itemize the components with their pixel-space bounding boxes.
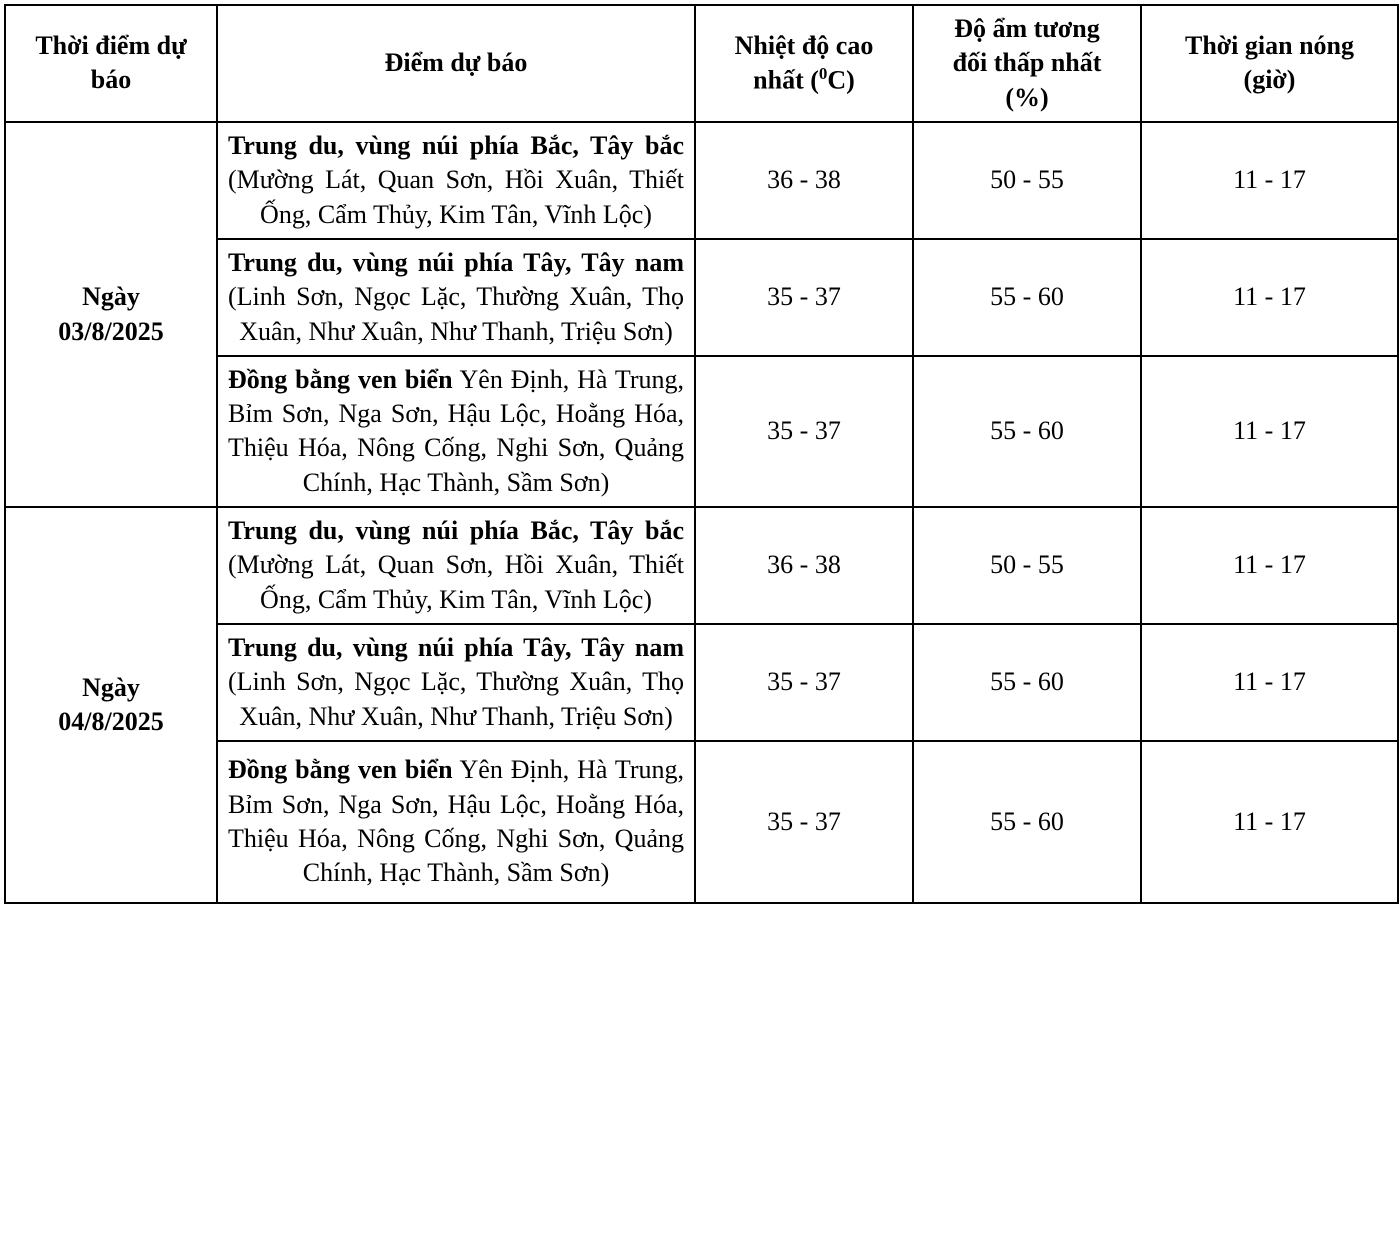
temperature-cell: 35 - 37: [695, 624, 913, 741]
date-cell-day2: [5, 507, 217, 903]
date-line2: 04/8/2025: [58, 707, 164, 736]
hours-cell: 11 - 17: [1141, 507, 1398, 624]
place-detail: (Linh Sơn, Ngọc Lặc, Thường Xuân, Thọ Xuân, Như Xuân, Như Thanh, Triệu Sơn): [228, 667, 684, 731]
humidity-cell: 50 - 55: [913, 122, 1141, 239]
hours-cell: 11 - 17: [1141, 624, 1398, 741]
hours-header-line2: (giờ): [1243, 65, 1296, 95]
date-line1: Ngày: [82, 672, 140, 702]
table-header: [5, 5, 1398, 122]
humidity-header-line2: đối thấp nhất: [952, 48, 1102, 78]
temp-header-line1: Nhiệt độ cao: [734, 30, 874, 60]
date-cell-day1: [5, 122, 217, 507]
humidity-header-line3: (%): [1005, 82, 1049, 112]
humidity-header-line1: Độ ẩm tương: [954, 14, 1100, 43]
temp-header-line2: nhất (: [753, 65, 819, 95]
column-header-place: Điểm dự báo: [217, 5, 695, 122]
humidity-cell: 55 - 60: [913, 239, 1141, 356]
place-detail: Yên Định, Hà Trung, Bỉm Sơn, Nga Sơn, Hậu Lộc, Hoằng Hóa, Thiệu Hóa, Nông Cống, Nghi Sơn, Quảng Chính, Hạc Thành, Sầm Sơn): [228, 364, 685, 497]
temperature-cell: 35 - 37: [695, 356, 913, 507]
place-cell: [217, 239, 695, 356]
place-cell: [217, 741, 695, 903]
place-region-name: Trung du, vùng núi phía Bắc, Tây bắc: [228, 516, 684, 546]
place-region-name: Trung du, vùng núi phía Tây, Tây nam: [228, 247, 684, 277]
place-detail: (Mường Lát, Quan Sơn, Hồi Xuân, Thiết Ống, Cẩm Thủy, Kim Tân, Vĩnh Lộc): [228, 165, 684, 229]
table-row: [5, 507, 1398, 624]
humidity-cell: 55 - 60: [913, 741, 1141, 903]
place-cell: [217, 122, 695, 239]
table-row: [5, 122, 1398, 239]
place-region-name: Trung du, vùng núi phía Bắc, Tây bắc: [228, 130, 684, 160]
place-detail: (Linh Sơn, Ngọc Lặc, Thường Xuân, Thọ Xuân, Như Xuân, Như Thanh, Triệu Sơn): [228, 282, 684, 346]
hours-header-line1: Thời gian nóng: [1184, 31, 1355, 61]
temperature-cell: 35 - 37: [695, 239, 913, 356]
place-cell: [217, 507, 695, 624]
hours-cell: 11 - 17: [1141, 356, 1398, 507]
document-page: [0, 4, 1400, 1234]
column-header-hours: [1141, 5, 1398, 122]
place-cell: [217, 356, 695, 507]
column-header-date: Thời điểm dự báo: [5, 5, 217, 122]
temperature-cell: 36 - 38: [695, 122, 913, 239]
humidity-cell: 50 - 55: [913, 507, 1141, 624]
humidity-cell: 55 - 60: [913, 624, 1141, 741]
heat-forecast-table: [4, 4, 1399, 904]
place-region-name: Đồng bằng ven biển: [228, 755, 453, 785]
place-region-name: Trung du, vùng núi phía Tây, Tây nam: [228, 633, 684, 662]
place-detail: Yên Định, Hà Trung, Bỉm Sơn, Nga Sơn, Hậu Lộc, Hoằng Hóa, Thiệu Hóa, Nông Cống, Nghi Sơn, Quảng Chính, Hạc Thành, Sầm Sơn): [228, 755, 685, 888]
humidity-cell: 55 - 60: [913, 356, 1141, 507]
date-line2: 03/8/2025: [58, 316, 164, 346]
hours-cell: 11 - 17: [1141, 239, 1398, 356]
temp-header-line2-end: C): [827, 65, 855, 95]
place-region-name: Đồng bằng ven biển: [228, 364, 453, 394]
temperature-cell: 35 - 37: [695, 741, 913, 903]
temperature-cell: 36 - 38: [695, 507, 913, 624]
column-header-humidity: [913, 5, 1141, 122]
hours-cell: 11 - 17: [1141, 741, 1398, 903]
place-cell: [217, 624, 695, 741]
hours-cell: 11 - 17: [1141, 122, 1398, 239]
place-detail: (Mường Lát, Quan Sơn, Hồi Xuân, Thiết Ống, Cẩm Thủy, Kim Tân, Vĩnh Lộc): [228, 550, 684, 614]
table-body: [5, 122, 1398, 903]
degree-sup: 0: [818, 64, 828, 84]
header-row: [5, 5, 1398, 122]
date-line1: Ngày: [82, 282, 140, 312]
column-header-temperature: [695, 5, 913, 122]
